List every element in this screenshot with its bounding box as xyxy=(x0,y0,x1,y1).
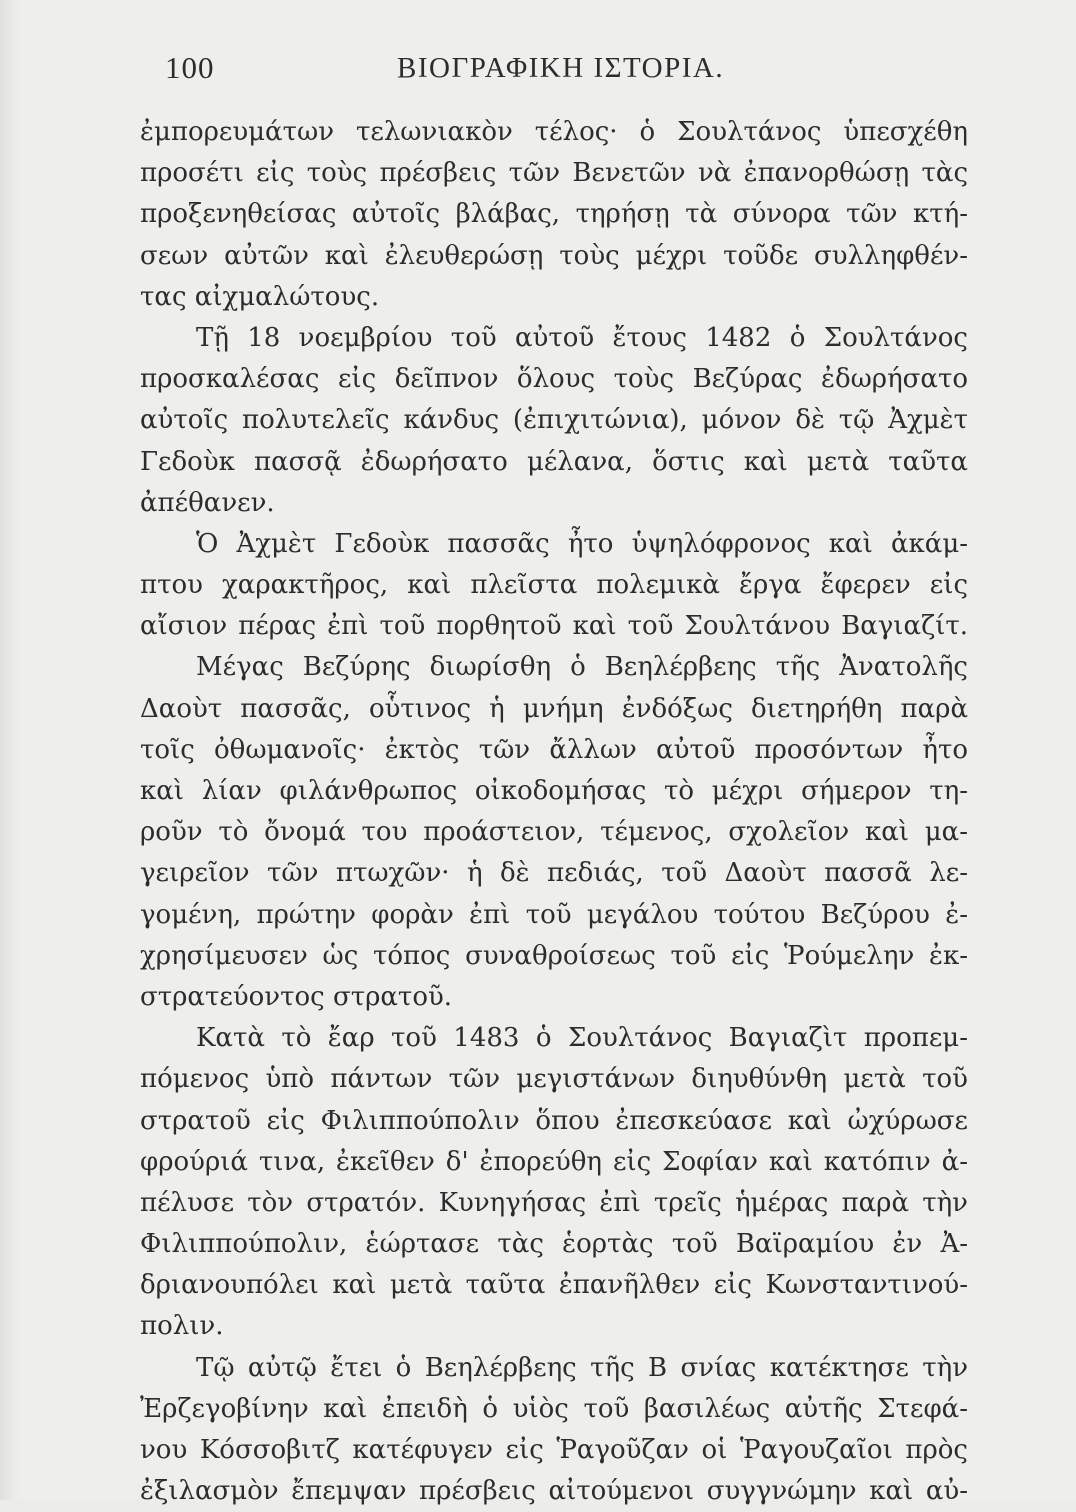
text-line: γομένη, πρώτην φορὰν ἐπὶ τοῦ μεγάλου τούτου Βεζύρου ἐ- xyxy=(140,899,968,930)
paragraph-first-line: Κατὰ τὸ ἔαρ τοῦ 1483 ὁ Σουλτάνος Βαγιαζὶτ προπεμ- xyxy=(196,1023,968,1054)
text-line: προξενηθείσας αὐτοῖς βλάβας, τηρήσῃ τὰ σύνορα τῶν κτή- xyxy=(140,199,968,230)
text-line: Γεδοὺκ πασσᾷ ἐδωρήσατο μέλανα, ὅστις καὶ μετὰ ταῦτα xyxy=(140,446,968,477)
text-line: νου Κόσσοβιτζ κατέφυγεν εἰς Ῥαγοῦζαν οἱ Ῥαγουζαῖοι πρὸς xyxy=(140,1435,968,1465)
text-line: ἀπέθανεν. xyxy=(140,487,275,518)
text-line: τας αἰχμαλώτους. xyxy=(140,281,380,312)
running-title: ΒΙΟΓΡΑΦΙΚΗ ΙΣΤΟΡΙΑ. xyxy=(397,52,725,84)
page-gutter-shadow xyxy=(0,0,20,1500)
text-line: στρατεύοντος στρατοῦ. xyxy=(140,981,453,1012)
text-line: πτου χαρακτῆρος, καὶ πλεῖστα πολεμικὰ ἔργα ἔφερεν εἰς xyxy=(140,570,968,601)
page-number: 100 xyxy=(165,50,215,85)
text-line: Φιλιππούπολιν, ἑώρτασε τὰς ἑορτὰς τοῦ Βαϊραμίου ἐν Ἀ- xyxy=(140,1229,968,1260)
paragraph-first-line: Τῷ αὐτῷ ἔτει ὁ Βεηλέρβεης τῆς Β σνίας κατέκτησε τὴν xyxy=(196,1352,968,1383)
text-line: καὶ λίαν φιλάνθρωπος οἰκοδομήσας τὸ μέχρι σήμερον τη- xyxy=(140,776,968,806)
text-line: γειρεῖον τῶν πτωχῶν· ἡ δὲ πεδιάς, τοῦ Δαοὺτ πασσᾶ λε- xyxy=(140,858,968,889)
text-line: Δαοὺτ πασσᾶς, οὗτινος ἡ μνήμη ἐνδόξως διετηρήθη παρὰ xyxy=(140,693,968,724)
body-text xyxy=(140,112,968,1512)
paragraph-first-line: Ὁ Ἀχμὲτ Γεδοὺκ πασσᾶς ἦτο ὑψηλόφρονος καὶ ἀκάμ- xyxy=(196,528,968,559)
text-line: ἐξιλασμὸν ἔπεμψαν πρέσβεις αἰτούμενοι συγγνώμην καὶ αὐ- xyxy=(140,1476,968,1507)
text-line: τοῖς ὀθωμανοῖς· ἐκτὸς τῶν ἄλλων αὐτοῦ προσόντων ἦτο xyxy=(140,734,968,765)
text-line: πόμενος ὑπὸ πάντων τῶν μεγιστάνων διηυθύνθη μετὰ τοῦ xyxy=(140,1064,968,1095)
text-line: προσκαλέσας εἰς δεῖπνον ὅλους τοὺς Βεζύρας ἐδωρήσατο xyxy=(140,364,968,395)
text-line: προσέτι εἰς τοὺς πρέσβεις τῶν Βενετῶν νὰ ἐπανορθώσῃ τὰς xyxy=(140,158,968,189)
text-line: στρατοῦ εἰς Φιλιππούπολιν ὅπου ἐπεσκεύασε καὶ ὠχύρωσε xyxy=(140,1105,968,1136)
text-line: αὐτοῖς πολυτελεῖς κάνδυς (ἐπιχιτώνια), μόνον δὲ τῷ Ἀχμὲτ xyxy=(140,405,968,436)
text-line: ἐμπορευμάτων τελωνιακὸν τέλος· ὁ Σουλτάνος ὑπεσχέθη xyxy=(140,117,968,147)
page-header xyxy=(165,50,785,100)
text-line: πολιν. xyxy=(140,1311,224,1342)
paragraph-first-line: Τῇ 18 νοεμβρίου τοῦ αὐτοῦ ἔτους 1482 ὁ Σουλτάνος xyxy=(196,322,968,353)
text-line: ροῦν τὸ ὄνομά του προάστειον, τέμενος, σχολεῖον καὶ μα- xyxy=(140,817,968,848)
text-line: δριανουπόλει καὶ μετὰ ταῦτα ἐπανῆλθεν εἰς Κωνσταντινού- xyxy=(140,1270,968,1301)
text-line: σεων αὐτῶν καὶ ἐλευθερώσῃ τοὺς μέχρι τοῦδε συλληφθέν- xyxy=(140,240,968,271)
text-line: φρούριά τινα, ἐκεῖθεν δ' ἐπορεύθη εἰς Σοφίαν καὶ κατόπιν ἀ- xyxy=(140,1146,968,1177)
text-line: πέλυσε τὸν στρατόν. Κυνηγήσας ἐπὶ τρεῖς ἡμέρας παρὰ τὴν xyxy=(140,1187,968,1218)
text-line: χρησίμευσεν ὡς τόπος συναθροίσεως τοῦ εἰς Ῥούμελην ἐκ- xyxy=(140,940,968,971)
text-line: αἴσιον πέρας ἐπὶ τοῦ πορθητοῦ καὶ τοῦ Σουλτάνου Βαγιαζίτ. xyxy=(140,611,968,642)
paragraph-first-line: Μέγας Βεζύρης διωρίσθη ὁ Βεηλέρβεης τῆς Ἀνατολῆς xyxy=(196,652,968,683)
text-line: Ἐρζεγοβίνην καὶ ἐπειδὴ ὁ υἱὸς τοῦ βασιλέως αὐτῆς Στεφά- xyxy=(140,1393,968,1424)
